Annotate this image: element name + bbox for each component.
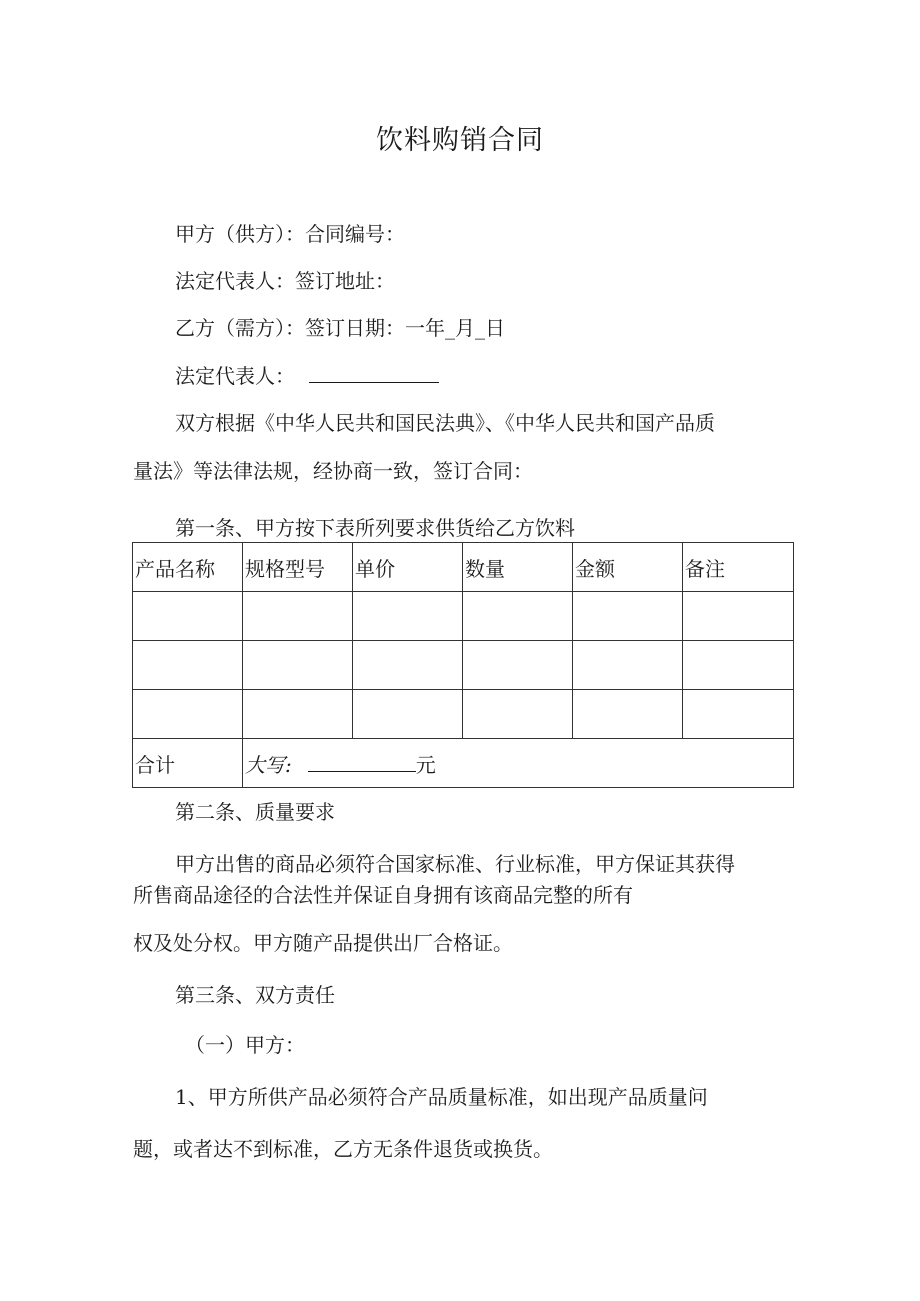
table-cell bbox=[133, 592, 243, 641]
header-product-name: 产品名称 bbox=[133, 543, 243, 592]
table-cell bbox=[463, 690, 573, 739]
table-cell bbox=[243, 690, 353, 739]
header-remarks: 备注 bbox=[683, 543, 794, 592]
table-cell bbox=[353, 690, 463, 739]
article-2-line-1: 甲方出售的商品必须符合国家标准、行业标准，甲方保证其获得 bbox=[175, 852, 735, 876]
table-row bbox=[133, 592, 794, 641]
table-cell bbox=[243, 592, 353, 641]
table-cell bbox=[133, 690, 243, 739]
header-amount: 金额 bbox=[573, 543, 683, 592]
intro-paragraph-line-2: 量法》等法律法规，经协商一致，签订合同： bbox=[133, 459, 533, 483]
header-quantity: 数量 bbox=[463, 543, 573, 592]
intro-paragraph-line-1: 双方根据《中华人民共和国民法典》、《中华人民共和国产品质 bbox=[175, 411, 715, 435]
table-cell bbox=[463, 641, 573, 690]
representative-sign-address-line: 法定代表人：签订地址： bbox=[175, 269, 395, 293]
article-3-item-1-line-1: 1、甲方所供产品必须符合产品质量标准，如出现产品质量问 bbox=[175, 1085, 708, 1109]
table-total-row bbox=[133, 739, 794, 788]
table-cell bbox=[683, 592, 794, 641]
total-unit: 元 bbox=[415, 752, 436, 777]
header-spec-model: 规格型号 bbox=[243, 543, 353, 592]
table-cell bbox=[683, 641, 794, 690]
goods-table bbox=[132, 542, 794, 788]
table-cell bbox=[133, 641, 243, 690]
article-3-item-1-line-2: 题，或者达不到标准，乙方无条件退货或换货。 bbox=[133, 1137, 553, 1161]
table-cell bbox=[573, 641, 683, 690]
article-3-title: 第三条、双方责任 bbox=[175, 983, 335, 1007]
table-row bbox=[133, 641, 794, 690]
article-3-subsection: （一）甲方： bbox=[185, 1033, 305, 1057]
total-label: 合计 bbox=[133, 739, 243, 788]
table-header-row bbox=[133, 543, 794, 592]
article-1-title: 第一条、甲方按下表所列要求供货给乙方饮料 bbox=[175, 516, 575, 540]
table-cell bbox=[353, 592, 463, 641]
article-2-line-3: 权及处分权。甲方随产品提供出厂合格证。 bbox=[133, 931, 513, 955]
table-cell bbox=[573, 690, 683, 739]
page-title: 饮料购销合同 bbox=[376, 125, 544, 156]
total-caps-label: 大写: bbox=[245, 752, 292, 777]
article-2-title: 第二条、质量要求 bbox=[175, 800, 335, 824]
article-2-line-2: 所售商品途径的合法性并保证自身拥有该商品完整的所有 bbox=[133, 883, 633, 907]
table-cell bbox=[683, 690, 794, 739]
representative-line bbox=[175, 361, 439, 391]
header-unit-price: 单价 bbox=[353, 543, 463, 592]
table-row bbox=[133, 690, 794, 739]
party-a-line: 甲方（供方）：合同编号： bbox=[175, 222, 405, 246]
table-cell bbox=[463, 592, 573, 641]
total-amount-cell bbox=[243, 739, 794, 788]
table-cell bbox=[353, 641, 463, 690]
table-cell bbox=[573, 592, 683, 641]
representative-blank bbox=[309, 362, 439, 383]
total-amount-blank bbox=[308, 751, 416, 772]
representative-label: 法定代表人： bbox=[175, 364, 295, 388]
table-cell bbox=[243, 641, 353, 690]
party-b-line: 乙方（需方）：签订日期：一年_月_日 bbox=[175, 316, 505, 340]
